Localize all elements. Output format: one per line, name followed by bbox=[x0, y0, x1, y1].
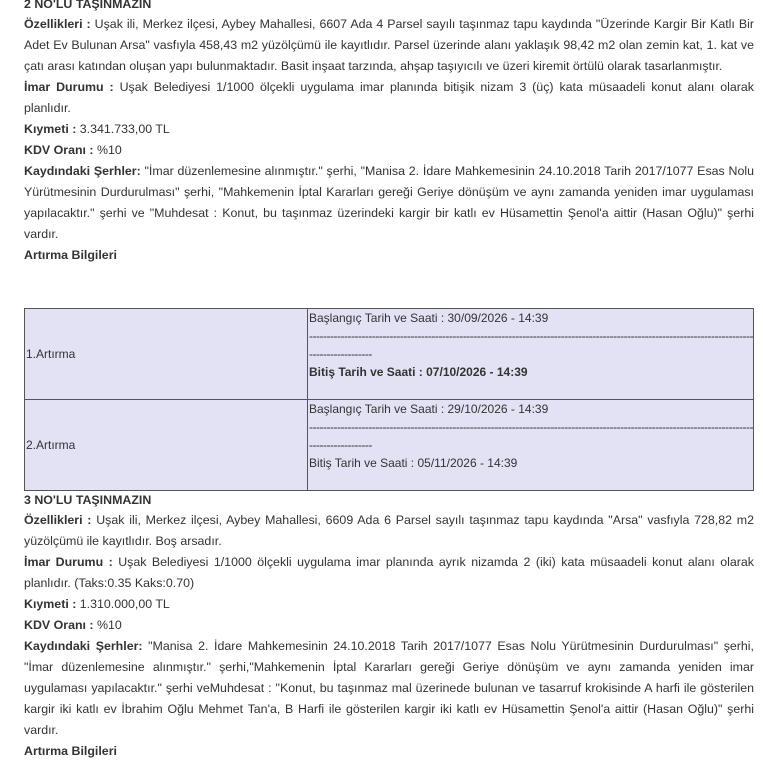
auction-row bbox=[25, 400, 754, 491]
auction-table bbox=[24, 308, 754, 491]
property-3-heading: 3 NO'LU TAŞINMAZIN bbox=[24, 493, 152, 507]
zoning-label: İmar Durumu : bbox=[24, 555, 113, 569]
property-2-annotations bbox=[24, 161, 754, 245]
property-3-value bbox=[24, 594, 754, 615]
vat-text: %10 bbox=[93, 618, 122, 632]
property-2-features bbox=[24, 14, 754, 77]
zoning-text: Uşak Belediyesi 1/1000 ölçekli uygulama imar planında ayrık nizamda 2 (iki) kata müsaadeli konut alanı olarak planlıdır. (Taks:0.35 Kaks:0.70) bbox=[24, 555, 754, 590]
vat-text: %10 bbox=[93, 143, 122, 157]
auction-label: 1.Artırma bbox=[25, 309, 308, 400]
property-3-auction-info-heading: Artırma Bilgileri bbox=[24, 744, 117, 758]
auction-start: Başlangıç Tarih ve Saati : 29/10/2026 - 14:39 bbox=[308, 402, 549, 416]
property-2-auction-info-heading: Artırma Bilgileri bbox=[24, 248, 117, 262]
document-content-continued bbox=[24, 491, 754, 762]
auction-separator: ------------------------------------------------------------------------------------------------------------------------------- bbox=[308, 329, 753, 343]
auction-info bbox=[307, 400, 753, 491]
value-text: 3.341.733,00 TL bbox=[76, 122, 170, 136]
vat-label: KDV Oranı : bbox=[24, 618, 94, 632]
document-content bbox=[24, 0, 754, 266]
property-3-annotations bbox=[24, 636, 754, 741]
auction-label: 2.Artırma bbox=[25, 400, 308, 491]
property-2-heading: 2 NO'LU TAŞINMAZIN bbox=[24, 0, 152, 11]
value-label: Kıymeti : bbox=[24, 122, 77, 136]
zoning-label: İmar Durumu : bbox=[24, 80, 114, 94]
vat-label: KDV Oranı : bbox=[24, 143, 94, 157]
property-2-vat bbox=[24, 140, 754, 161]
auction-separator: ------------------ bbox=[308, 438, 372, 452]
annotations-text: "Manisa 2. İdare Mahkemesinin 24.10.2018 Tarih 2017/1077 Esas Nolu Yürütmesinin Durdurulması" şerhi, "İmar düzenlemesine alınmıştır." şerhi,"Mahkemenin İptal Kararları gereği Geriye dönüşüm ve aynı zamanda yeniden imar uygulaması yapılacaktır." şerhi veMuhdesat : "Konut, bu taşınmaz mal üzerinede bulunan ve tasarruf krokisinde A harfi ile gösterilen kargir iki katlı ev İbrahim Oğlu Mehmet Tan'a, B Harfi ile gösterilen kargir iki katlı ev Hüsamettin Şenol'a aittir (Hasan Oğlu)" şerhi vardır. bbox=[24, 639, 755, 737]
features-text: Uşak ili, Merkez ilçesi, Aybey Mahallesi, 6609 Ada 6 Parsel sayılı taşınmaz tapu kaydında "Arsa" vasfıyla 728,82 m2 yüzölçümü ile kayıtlıdır. Boş arsadır. bbox=[24, 513, 754, 548]
auction-info bbox=[307, 309, 753, 400]
value-label: Kıymeti : bbox=[24, 597, 77, 611]
auction-end: Bitiş Tarih ve Saati : 05/11/2026 - 14:39 bbox=[308, 456, 518, 470]
value-text: 1.310.000,00 TL bbox=[76, 597, 170, 611]
features-label: Özellikleri : bbox=[24, 513, 92, 527]
auction-start: Başlangıç Tarih ve Saati : 30/09/2026 - 14:39 bbox=[308, 311, 549, 325]
auction-end: Bitiş Tarih ve Saati : 07/10/2026 - 14:39 bbox=[308, 365, 528, 379]
features-label: Özellikleri : bbox=[24, 17, 91, 31]
property-3-vat bbox=[24, 615, 754, 636]
property-3-features bbox=[24, 510, 754, 552]
features-text: Uşak ili, Merkez ilçesi, Aybey Mahallesi, 6607 Ada 4 Parsel sayılı taşınmaz tapu kaydında "Üzerinde Kargir Bir Katlı Bir Adet Ev Bulunan Arsa" vasfıyla 458,43 m2 yüzölçümü ile kayıtlıdır. Parsel üzerinde alanı yaklaşık 98,42 m2 olan zemin kat, 1. kat ve çatı arası katından oluşan yapı bulunmaktadır. Basit inşaat tarzında, ahşap taşıyıcılı ve üzeri kiremit örtülü olarak tasarlanmıştır. bbox=[24, 17, 754, 73]
auction-separator: ------------------ bbox=[308, 347, 372, 361]
annotations-label: Kaydındaki Şerhler: bbox=[24, 639, 143, 653]
annotations-label: Kaydındaki Şerhler: bbox=[24, 164, 141, 178]
auction-row bbox=[25, 309, 754, 400]
auction-separator: ------------------------------------------------------------------------------------------------------------------------------- bbox=[308, 420, 753, 434]
property-2-zoning bbox=[24, 77, 754, 119]
annotations-text: "İmar düzenlemesine alınmıştır." şerhi, "Manisa 2. İdare Mahkemesinin 24.10.2018 Tarih 2017/1077 Esas Nolu Yürütmesinin Durdurulması" şerhi, "Mahkemenin İptal Kararları gereği Geriye dönüşüm ve aynı zamanda yeniden imar uygulaması yapılacaktır." şerhi ve "Muhdesat : Konut, bu taşınmaz üzerindeki kargir bir katlı ev Hüsamettin Şenol'a aittir (Hasan Oğlu)" şerhi vardır. bbox=[24, 164, 755, 241]
property-3-zoning bbox=[24, 552, 754, 594]
property-2-value bbox=[24, 119, 754, 140]
zoning-text: Uşak Belediyesi 1/1000 ölçekli uygulama imar planında bitişik nizam 3 (üç) kata müsaadeli konut alanı olarak planlıdır. bbox=[24, 80, 754, 115]
